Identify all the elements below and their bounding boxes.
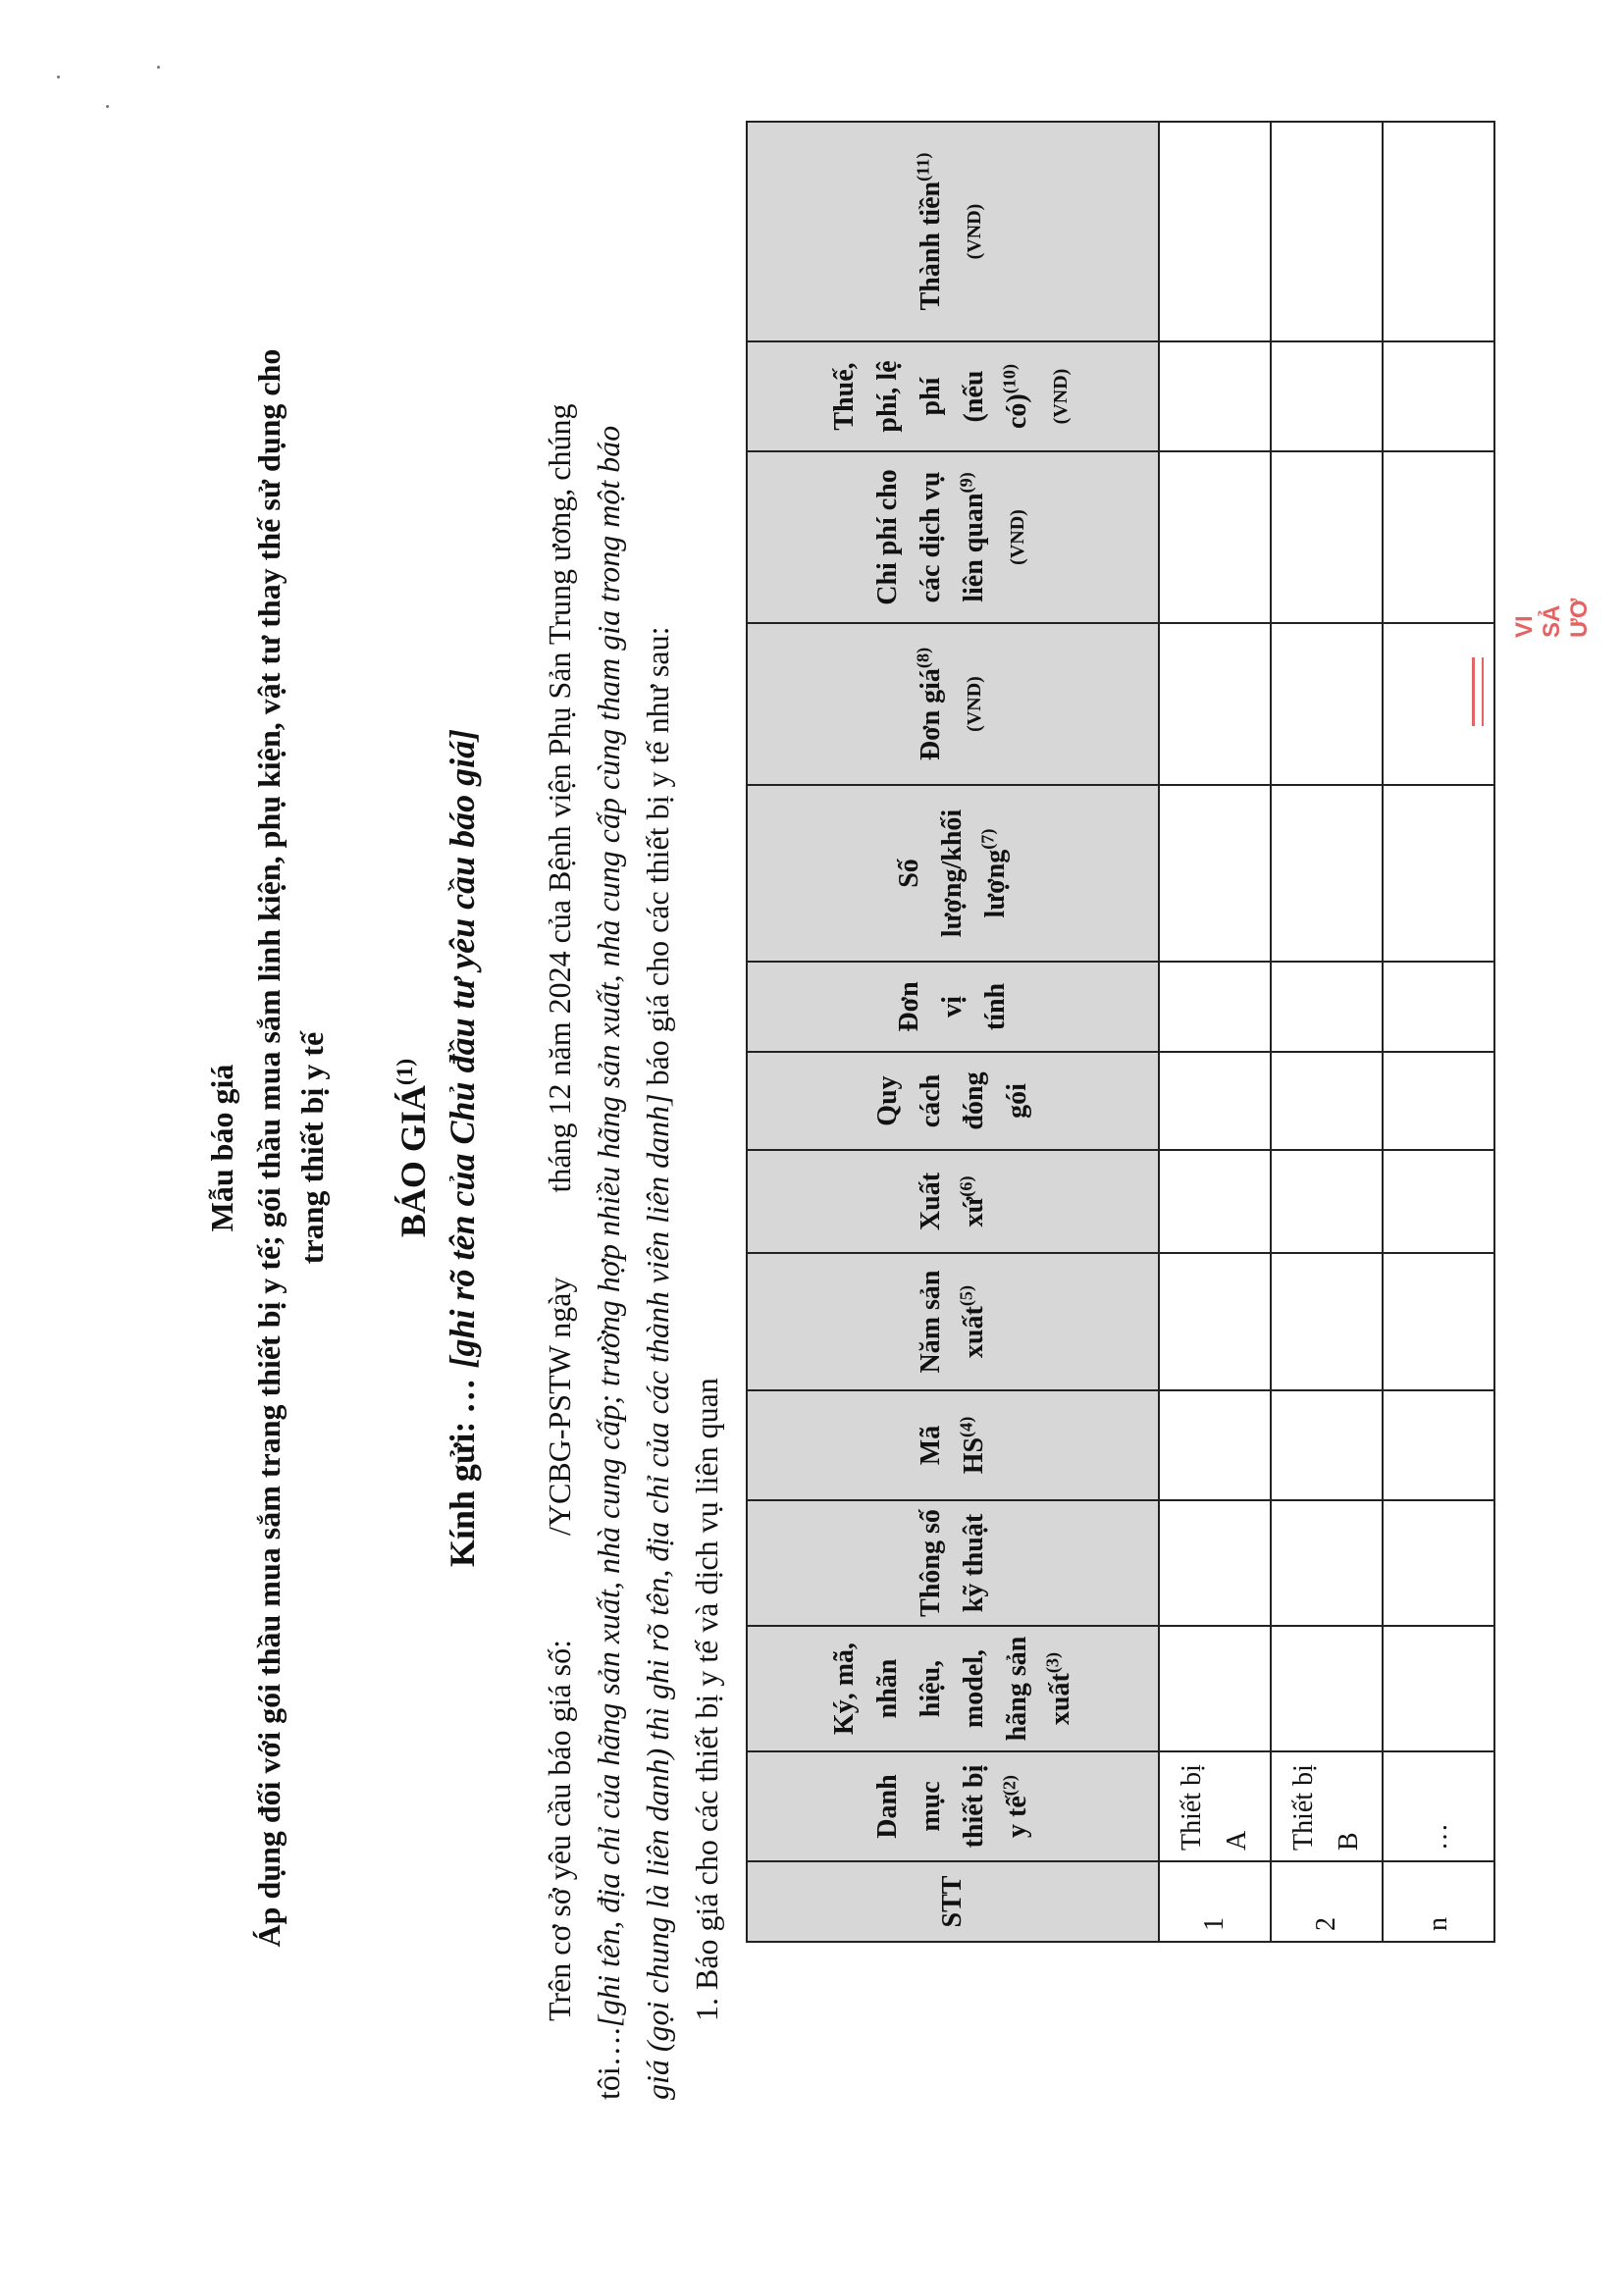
header-cell: Số lượng/khối lượng$^{(7)}$ bbox=[747, 785, 1159, 962]
stamp-fragment bbox=[1511, 589, 1593, 726]
stamp-text-3: ƯƠ bbox=[1566, 598, 1593, 638]
para-line-1 bbox=[535, 206, 584, 2100]
quote-heading bbox=[393, 0, 434, 2296]
para-line-3a: giá (gọi chung là liên danh) thì ghi rõ tên, địa chỉ của các thành viên liên danh] bbox=[640, 1093, 675, 2100]
heading-note: (1) bbox=[393, 1058, 418, 1086]
cell-stt: 2 bbox=[1271, 1861, 1383, 1942]
header-cell: Xuất xứ$^{(6)}$ bbox=[747, 1150, 1159, 1253]
header-cell: Quy cách đóng gói bbox=[747, 1052, 1159, 1150]
para-line-2 bbox=[584, 206, 633, 2100]
scan-speck bbox=[106, 105, 109, 108]
header-cell: Mã HS$^{(4)}$ bbox=[747, 1390, 1159, 1500]
scope-line-2: trang thiết bị y tế bbox=[294, 1031, 330, 1265]
header-cell: Thông số kỹ thuật bbox=[747, 1500, 1159, 1626]
para-line-3 bbox=[633, 206, 682, 2100]
header-cell: Danh mục thiết bị y tế$^{(2)}$ bbox=[747, 1751, 1159, 1861]
header-cell: Đơn vị tính bbox=[747, 962, 1159, 1052]
header-cell: Thuế, phí, lệ phí (nếu có)$^{(10)}$ (VND) bbox=[747, 341, 1159, 451]
scan-speck bbox=[57, 76, 60, 78]
scan-speck bbox=[157, 66, 160, 69]
table-header-row bbox=[747, 122, 1159, 1942]
kinh-gui bbox=[442, 0, 483, 2296]
cell-item: Thiết bị A bbox=[1159, 1751, 1271, 1861]
para-line-1b: /YCBG-PSTW ngày bbox=[542, 1277, 577, 1536]
section-1-title: 1. Báo giá cho các thiết bị y tế và dịch vụ liên quan bbox=[689, 1378, 724, 2021]
para-line-3b: báo giá cho các thiết bị y tế như sau: bbox=[640, 626, 675, 1094]
stamp-text-2: SẢ bbox=[1539, 604, 1565, 638]
cell-stt: n bbox=[1383, 1861, 1494, 1942]
header-cell: Đơn giá$^{(8)}$ (VND) bbox=[747, 623, 1159, 785]
para-line-1c: tháng 12 năm 2024 của Bệnh viện Phụ Sản Trung ương, chúng bbox=[542, 403, 577, 1193]
table-row bbox=[1383, 122, 1494, 1942]
para-line-2a: tôi…. bbox=[591, 2027, 626, 2100]
scope-line-1: Áp dụng đối với gói thầu mua sắm trang thiết bị y tế; gói thầu mua sắm linh kiện, phụ kiện, vật tư thay thế sử dụng cho bbox=[251, 348, 287, 1948]
table-row bbox=[1271, 122, 1383, 1942]
header-cell: STT bbox=[747, 1861, 1159, 1942]
quote-table bbox=[746, 121, 1495, 1943]
heading-text: BÁO GIÁ bbox=[393, 1085, 433, 1238]
form-title: Mẫu báo giá bbox=[204, 1064, 239, 1232]
header-cell: Năm sản xuất$^{(5)}$ bbox=[747, 1253, 1159, 1390]
header-cell: Thành tiền$^{(11)}$ (VND) bbox=[747, 122, 1159, 341]
cell-item: … bbox=[1383, 1751, 1494, 1861]
para-line-2b: [ghi tên, địa chỉ của hãng sản xuất, nhà cung cấp; trường hợp nhiều hãng sản xuất, nhà cung cấp cùng tham gia trong một báo bbox=[591, 425, 626, 2028]
header-cell: Ký, mã, nhãn hiệu, model, hãng sản xuất$^{(3)}$ bbox=[747, 1626, 1159, 1751]
kinh-gui-label: Kính gửi: bbox=[443, 1421, 482, 1568]
table-row bbox=[1159, 122, 1271, 1942]
stamp-text-1: VI bbox=[1511, 615, 1538, 638]
para-line-1a: Trên cơ sở yêu cầu báo giá số: bbox=[542, 1639, 577, 2021]
kinh-gui-value: … [ghi rõ tên của Chủ đầu tư yêu cầu báo giá] bbox=[443, 728, 482, 1422]
header-cell: Chi phí cho các dịch vụ liên quan$^{(9)}$ (VND) bbox=[747, 451, 1159, 623]
cell-stt: 1 bbox=[1159, 1861, 1271, 1942]
scope-text bbox=[247, 0, 334, 2296]
cell-item: Thiết bị B bbox=[1271, 1751, 1383, 1861]
